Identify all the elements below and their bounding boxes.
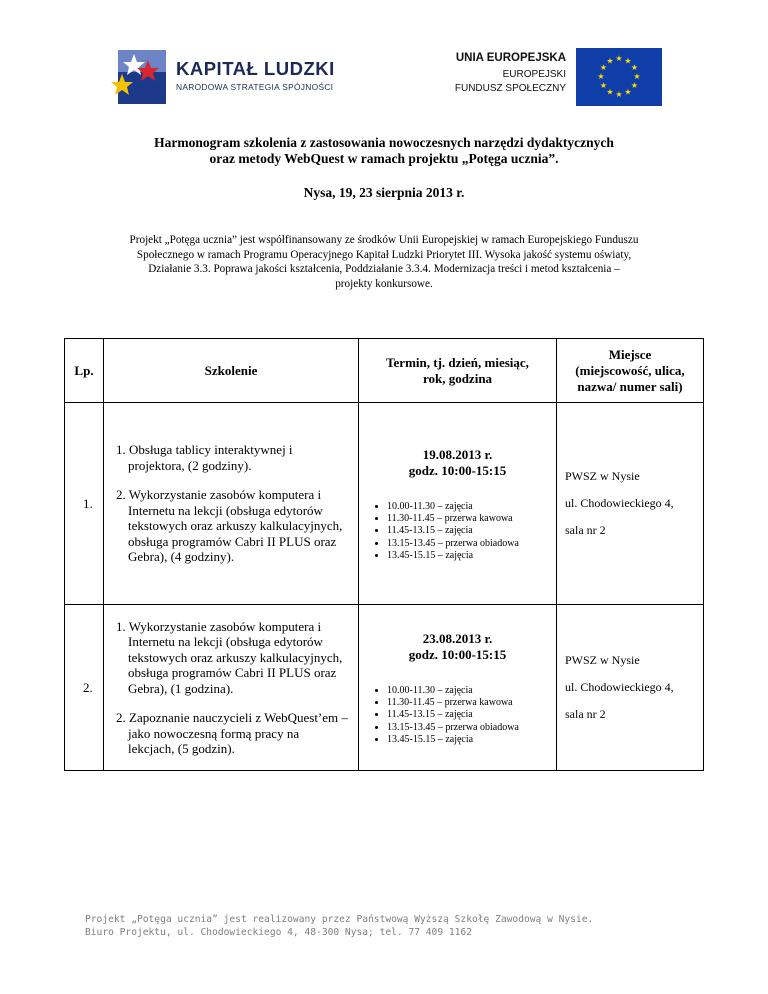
kapital-ludzki-logo [108,44,358,112]
footer-line2: Biuro Projektu, ul. Chodowieckiego 4, 48-300 Nysa; tel. 77 409 1162 [85,927,472,938]
intro-line3: Działanie 3.3. Poprawa jakości kształcenia, Poddziałanie 3.3.4. Modernizacja treści i metod kształcenia – [148,263,620,275]
svg-text:★: ★ [624,56,632,66]
term-time: godz. 10:00-15:15 [408,462,507,478]
intro-line1: Projekt „Potęga ucznia” jest współfinansowany ze środków Unii Europejskiej w ramach Europejskiego Funduszu [129,234,639,246]
svg-text:★: ★ [599,81,608,90]
svg-text:★: ★ [615,90,623,99]
page-footer [85,913,685,939]
term-time: godz. 10:00-15:15 [408,646,507,662]
svg-text:★: ★ [630,63,639,72]
place-line: PWSZ w Nysie [565,653,640,667]
intro-line4: projekty konkursowe. [335,277,433,290]
svg-text:★: ★ [597,72,605,81]
training-cell [104,605,359,771]
term-cell [359,605,557,771]
schedule-item: • 13.45-15.15 – zajęcia [387,734,556,746]
header-miejsce-line2: (miejscowość, ulica, [575,362,685,378]
place-line: sala nr 2 [565,707,606,721]
training-item: 2. Wykorzystanie zasobów komputera i Internetu na lekcji (obsługa edytorów tekstowych oraz arkuszy kalkulacyjnych, obsługa programów Cabri II PLUS oraz Gebra), (4 godziny). [116,487,343,565]
table-row [65,403,704,605]
row-number: 1. [65,403,104,605]
header-termin [359,339,557,403]
svg-text:★: ★ [606,56,614,66]
document-title-line1: Harmonogram szkolenia z zastosowania nowoczesnych narzędzi dydaktycznych [154,135,614,150]
header-termin-line1: Termin, tj. dzień, miesiąc, [386,354,529,370]
document-title-line2: oraz metody WebQuest w ramach projektu „Potęga ucznia”. [209,151,559,166]
term-cell [359,403,557,605]
place-line: ul. Chodowieckiego 4, [565,496,674,510]
schedule-list [359,501,556,562]
document-subtitle: Nysa, 19, 23 sierpnia 2013 r. [303,185,465,200]
document-title [60,135,708,167]
header-szkolenie: Szkolenie [104,339,359,403]
schedule-item: • 11.30-11.45 – przerwa kawowa [387,697,556,709]
schedule-item: • 13.15-13.45 – przerwa obiadowa [387,722,556,734]
header-miejsce [557,339,704,403]
svg-text:★: ★ [630,81,639,90]
schedule-item: • 11.45-13.15 – zajęcia [387,525,556,537]
table-header-row [65,339,704,403]
kapital-ludzki-name: KAPITAŁ LUDZKI [176,58,335,79]
schedule-item: • 11.30-11.45 – przerwa kawowa [387,513,556,525]
schedule-list [359,685,556,746]
term-date: 19.08.2013 r. [422,446,493,462]
kapital-ludzki-subtitle: NARODOWA STRATEGIA SPÓJNOŚCI [176,82,334,92]
svg-text:★: ★ [615,54,623,63]
eu-logo [436,48,662,106]
training-cell [104,403,359,605]
table-row [65,605,704,771]
svg-text:★: ★ [606,87,614,97]
place-cell [557,605,704,771]
svg-text:★: ★ [599,63,608,72]
schedule-item: • 10.00-11.30 – zajęcia [387,685,556,697]
eu-fund-line1: EUROPEJSKI [502,69,566,80]
footer-line1: Projekt „Potęga ucznia” jest realizowany przez Państwową Wyższą Szkołę Zawodową w Nysie. [85,914,594,925]
place-line: sala nr 2 [565,523,606,537]
intro-paragraph [80,233,688,291]
eu-flag-icon [576,48,662,106]
place-line: PWSZ w Nysie [565,469,640,483]
row-number: 2. [65,605,104,771]
header-miejsce-line3: nazwa/ numer sali) [577,378,683,394]
svg-text:★: ★ [624,87,632,97]
schedule-item: • 13.15-13.45 – przerwa obiadowa [387,538,556,550]
eu-title: UNIA EUROPEJSKA [455,52,566,64]
place-cell [557,403,704,605]
schedule-item: • 13.45-15.15 – zajęcia [387,550,556,562]
intro-line2: Społecznego w ramach Programu Operacyjnego Kapitał Ludzki Priorytet III. Wysoka jakość systemu oświaty, [136,248,632,261]
header-termin-line2: rok, godzina [422,370,493,386]
kapital-ludzki-emblem-icon [108,46,170,108]
header-lp: Lp. [65,339,104,403]
schedule-item: • 11.45-13.15 – zajęcia [387,709,556,721]
schedule-item: • 10.00-11.30 – zajęcia [387,501,556,513]
eu-fund-line2: FUNDUSZ SPOŁECZNY [454,83,566,94]
svg-text:★: ★ [633,72,641,81]
training-item: 1. Wykorzystanie zasobów komputera i Internetu na lekcji (obsługa edytorów tekstowych oraz arkuszy kalkulacyjnych, obsługa programów Cabri II PLUS oraz Gebra), (1 godzina). [116,618,343,696]
header-miejsce-line1: Miejsce [608,346,652,362]
training-item: 2. Zapoznanie nauczycieli z WebQuest’em – jako nowoczesną formą pracy na lekcjach, (5 godzin). [116,710,348,756]
place-line: ul. Chodowieckiego 4, [565,680,674,694]
training-item: 1. Obsługa tablicy interaktywnej i projektora, (2 godziny). [116,442,293,473]
schedule-table [64,338,704,771]
term-date: 23.08.2013 r. [422,630,493,646]
